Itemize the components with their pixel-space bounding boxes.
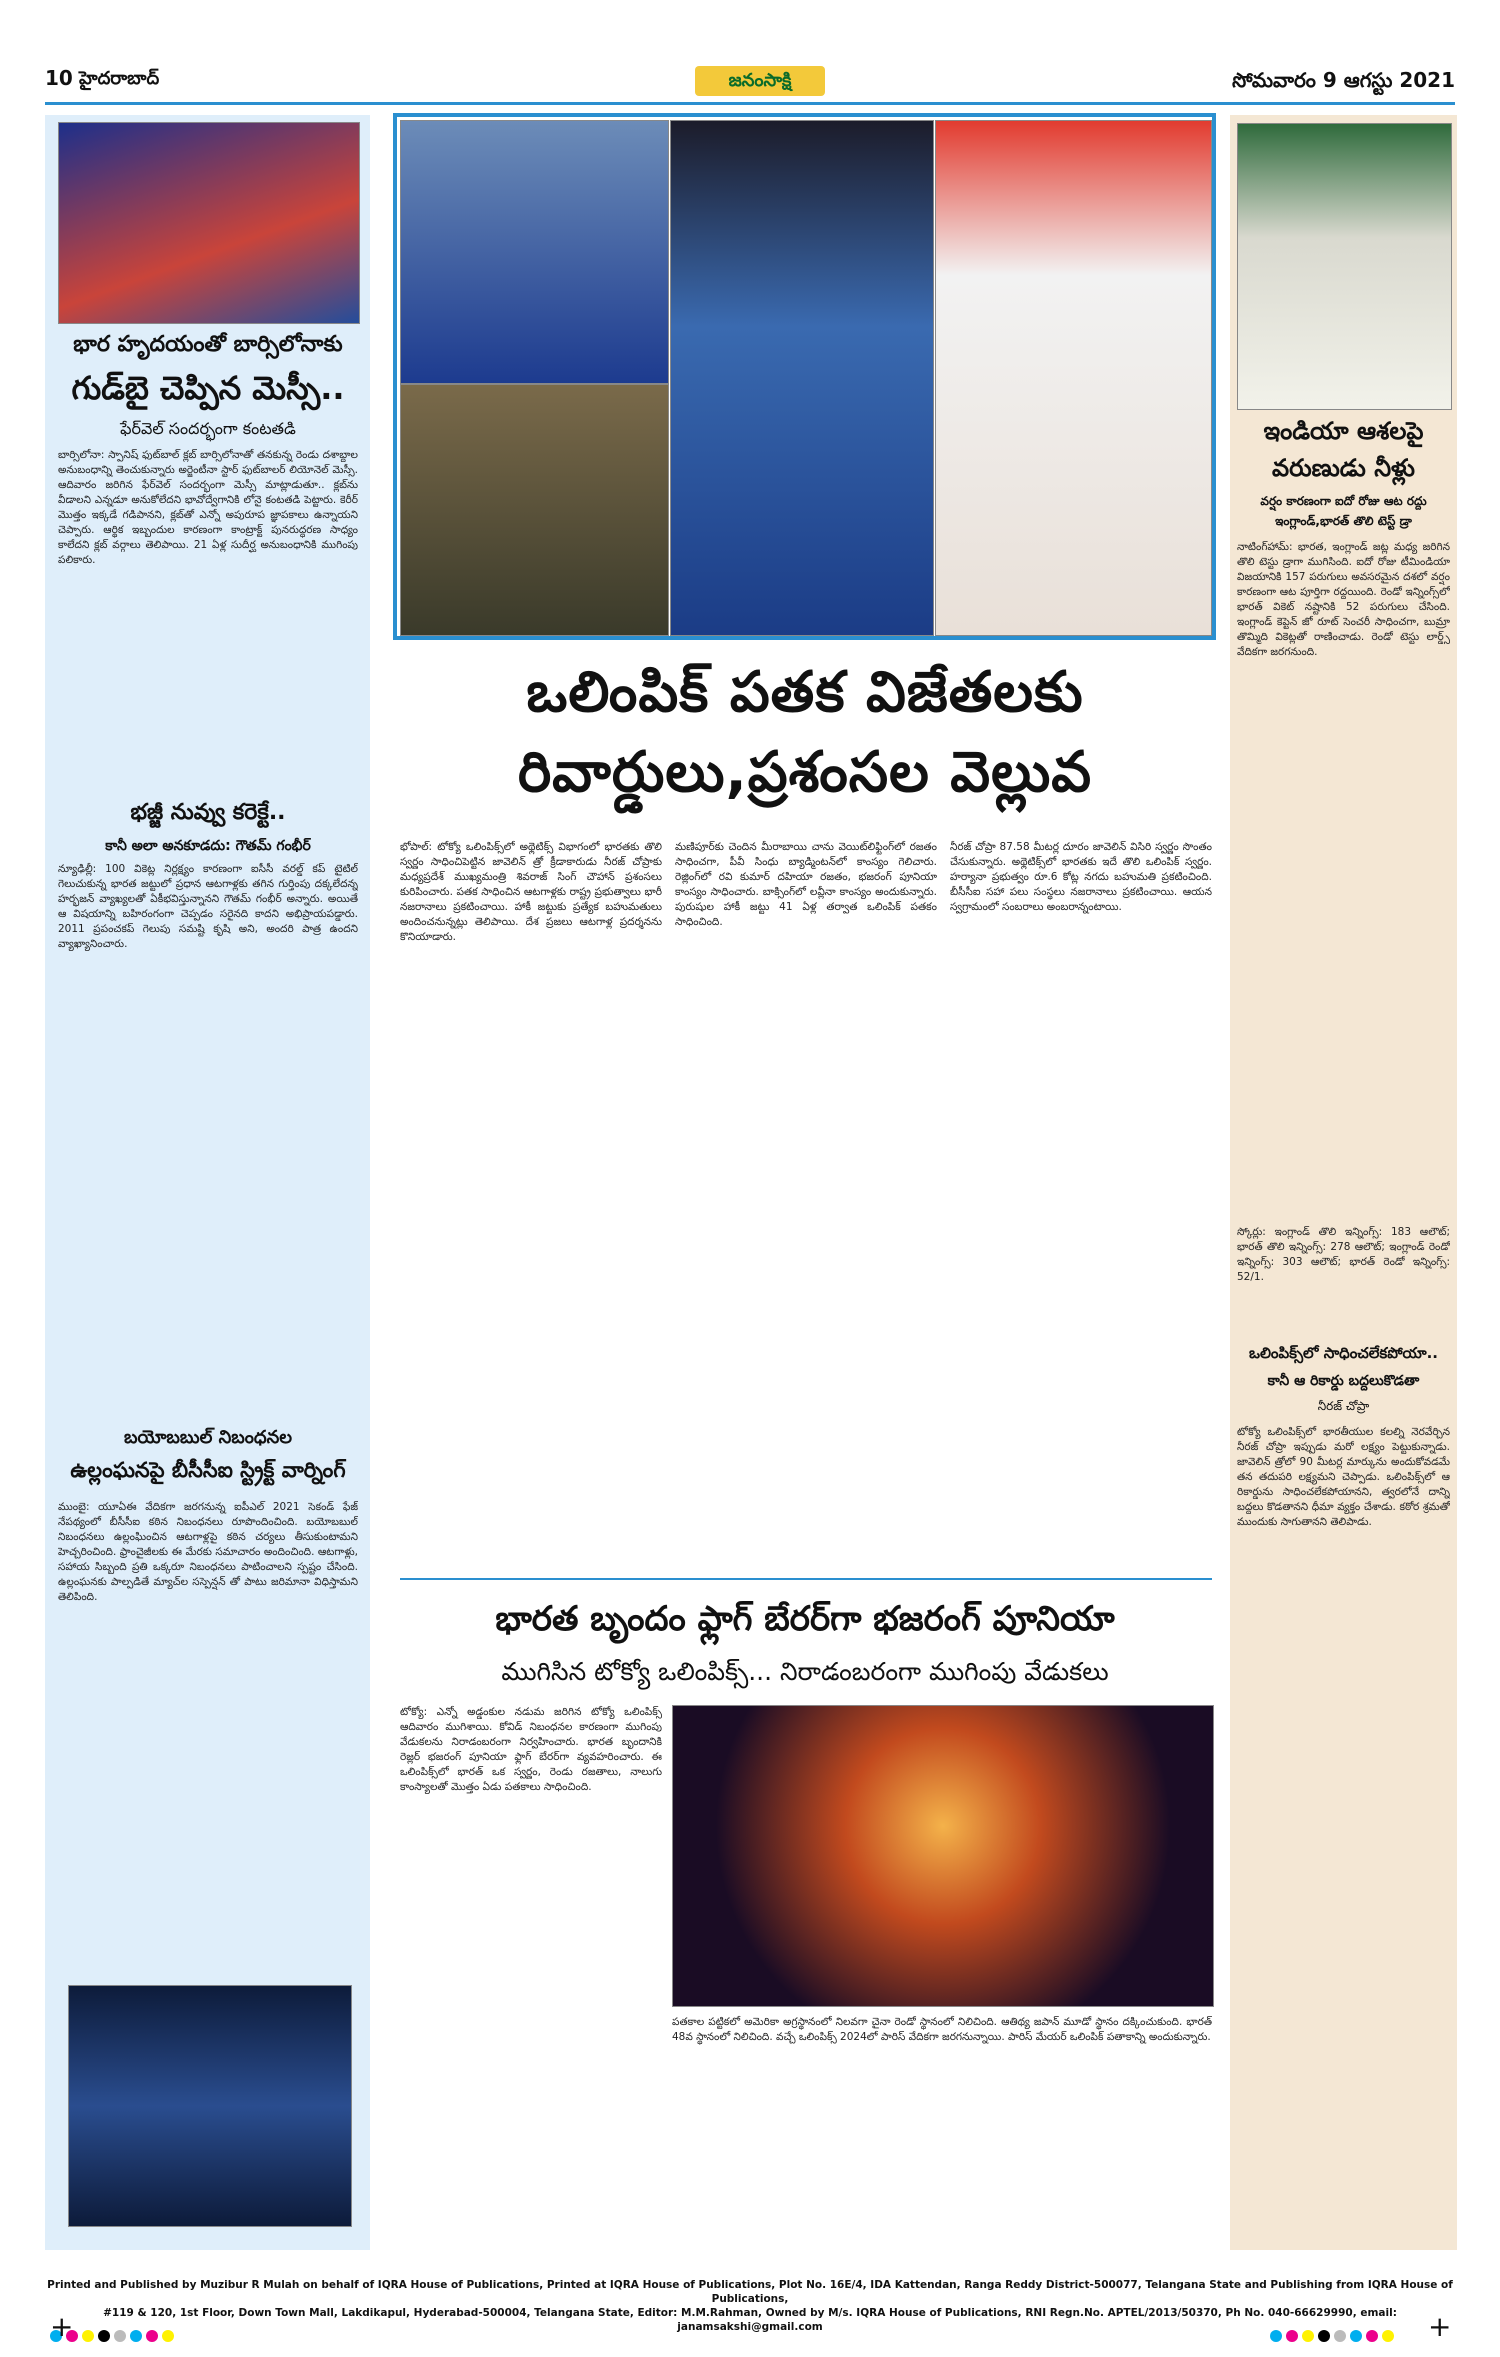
main-article-col3: నీరజ్ చోప్రా 87.58 మీటర్ల దూరం జావెలిన్ విసిరి స్వర్ణం సొంతం చేసుకున్నారు. అథ్లెటిక్స్‌లో భారతకు ఇదే తొలి ఒలింపిక్ స్వర్ణం. హర్యానా ప్రభుత్వం రూ.6 కోట్ల నగదు బహుమతి ప్రకటించింది. బీసీసీఐ సహా పలు సంస్థలు నజరానాలు ప్రకటించాయి. ఆయన స్వగ్రామంలో సంబరాలు అంబరాన్నంటాయి. bbox=[950, 841, 1212, 913]
messi-subheadline: ఫేర్‌వెల్ సందర్భంగా కంటతడి bbox=[120, 419, 296, 438]
bhajji-headline: భజ్జీ నువ్వు కరెక్టే.. bbox=[130, 800, 286, 825]
rain-headline-2: వరుణుడు నీళ్లు bbox=[1272, 454, 1415, 482]
wrestler-photo bbox=[400, 120, 669, 384]
bcci-headline-1: బయోబబుల్ నిబంధనల bbox=[123, 1427, 293, 1448]
closing-subheadline: ముగిసిన టోక్యో ఒలింపిక్స్... నిరాడంబరంగా ముగింపు వేడుకలు bbox=[501, 1657, 1109, 1686]
neeraj-record-article: టోక్యో ఒలింపిక్స్‌లో భారతీయుల కలల్ని నెరవేర్చిన నీరజ్ చోప్రా ఇప్పుడు మరో లక్ష్యం పెట్టుకున్నాడు. జావెలిన్ త్రోలో 90 మీటర్ల మార్కును అందుకోవడమే తన తదుపరి లక్ష్యమని చెప్పాడు. ఒలింపిక్స్‌లో ఆ రికార్డును సాధించలేకపోయానని, త్వరలోనే దాన్ని బద్దలు కొడతానని ధీమా వ్యక్తం చేశాడు. కఠోర శ్రమతో ముందుకు సాగుతానని తెలిపాడు. bbox=[1237, 1426, 1450, 1528]
sindhu-medal-photo bbox=[400, 384, 669, 636]
imprint-footer bbox=[30, 2278, 1470, 2334]
closing-article-col1: టోక్యో: ఎన్నో అడ్డంకుల నడుమ జరిగిన టోక్యో ఒలింపిక్స్ ఆదివారం ముగిశాయి. కోవిడ్ నిబంధనల కారణంగా ముగింపు వేడుకలను నిరాడంబరంగా నిర్వహించారు. భారత బృందానికి రెజ్లర్ భజరంగ్ పూనియా ఫ్లాగ్ బేరర్‌గా వ్యవహరించారు. ఈ ఒలింపిక్స్‌లో భారత్ ఒక స్వర్ణం, రెండు రజతాలు, నాలుగు కాంస్యాలతో మొత్తం ఏడు పతకాలు సాధించింది. bbox=[400, 1706, 662, 1793]
score-summary: స్కోర్లు: ఇంగ్లాండ్ తొలి ఇన్నింగ్స్: 183 ఆలౌట్; భారత్ తొలి ఇన్నింగ్స్: 278 ఆలౌట్; ఇంగ్లాండ్ రెండో ఇన్నింగ్స్: 303 ఆలౌట్; భారత్ రెండో ఇన్నింగ్స్: 52/1. bbox=[1237, 1226, 1450, 1283]
rain-subheadline-2: ఇంగ్లాండ్,భారత్ తొలి టెస్ట్ డ్రా bbox=[1275, 514, 1412, 528]
messi-headline-1: భార హృదయంతో బార్సిలోనాకు bbox=[73, 332, 343, 357]
masthead bbox=[45, 66, 1455, 105]
section-divider bbox=[400, 1578, 1212, 1580]
crop-mark-right: + bbox=[1428, 2310, 1452, 2343]
main-article-col1: భోపాల్: టోక్యో ఒలింపిక్స్‌లో అథ్లెటిక్స్ విభాగంలో భారతకు తొలి స్వర్ణం సాధించిపెట్టిన జావెలిన్ త్రో క్రీడాకారుడు నీరజ్ చోప్రాకు మధ్యప్రదేశ్ ముఖ్యమంత్రి శివరాజ్ సింగ్ చౌహాన్ ప్రశంసలు కురిపించారు. పతక సాధించిన ఆటగాళ్లకు రాష్ట్ర ప్రభుత్వాలు భారీ నజరానాలు ప్రకటించాయి. హాకీ జట్టుకు ప్రత్యేక బహుమతులు అందించనున్నట్లు తెలిపాయి. దేశ ప్రజలు ఆటగాళ్ల ప్రదర్శనను కొనియాడారు. bbox=[400, 841, 662, 943]
color-registration-right bbox=[1270, 2330, 1394, 2344]
messi-article: బార్సిలోనా: స్పానిష్ ఫుట్‌బాల్ క్లబ్ బార్సిలోనాతో తనకున్న రెండు దశాబ్దాల అనుబంధాన్ని తెంచుకున్నారు అర్జెంటీనా స్టార్ ఫుట్‌బాలర్ లియోనెల్ మెస్సీ. ఆదివారం జరిగిన ఫేర్‌వెల్ సందర్భంగా మెస్సీ మాట్లాడుతూ.. క్లబ్‌ను వీడాలని ఎన్నడూ అనుకోలేదని భావోద్వేగానికి లోనై కంటతడి పెట్టారు. కెరీర్ మొత్తం ఇక్కడే గడిపానని, క్లబ్‌తో ఎన్నో అపురూప జ్ఞాపకాలు ఉన్నాయని చెప్పారు. ఆర్థిక ఇబ్బందుల కారణంగా కాంట్రాక్ట్ పునరుద్ధరణ సాధ్యం కాలేదని క్లబ్ వర్గాలు తెలిపాయి. 21 ఏళ్ల సుదీర్ఘ అనుబంధానికి ముగింపు పలికారు. bbox=[58, 449, 358, 566]
main-headline-1: ఒలింపిక్ పతక విజేతలకు bbox=[526, 660, 1084, 725]
messi-photo bbox=[58, 122, 360, 324]
edition-city: హైదరాబాద్ bbox=[79, 68, 160, 89]
cricket-photo bbox=[1237, 123, 1452, 410]
bhajji-subheadline: కానీ అలా అనకూడదు: గౌతమ్ గంభీర్ bbox=[105, 838, 311, 854]
crop-mark-left: + bbox=[50, 2310, 74, 2343]
neeraj-record-subheadline: కానీ ఆ రికార్డు బద్దలుకొడతా bbox=[1267, 1373, 1420, 1389]
bcci-article: ముంబై: యూఏఈ వేదికగా జరగనున్న ఐపీఎల్ 2021 సెకండ్ ఫేజ్ నేపథ్యంలో బీసీసీఐ కఠిన నిబంధనలు రూపొందించింది. బయోబబుల్ నిబంధనలు ఉల్లంఘించిన ఆటగాళ్లపై కఠిన చర్యలు తీసుకుంటామని హెచ్చరించింది. ఫ్రాంచైజీలకు ఈ మేరకు సమాచారం అందించింది. ఆటగాళ్లు, సహాయ సిబ్బంది ప్రతి ఒక్కరూ నిబంధనలు పాటించాలని స్పష్టం చేసింది. ఉల్లంఘనకు పాల్పడితే మ్యాచ్‌ల సస్పెన్షన్ తో పాటు జరిమానా విధిస్తామని తెలిపింది. bbox=[58, 1501, 358, 1603]
issue-date: సోమవారం 9 ఆగస్టు 2021 bbox=[1232, 68, 1455, 92]
ipl-trophy-photo bbox=[68, 1985, 352, 2227]
mirabai-silver-photo bbox=[935, 120, 1212, 636]
closing-article-col2: పతకాల పట్టికలో అమెరికా అగ్రస్థానంలో నిలవగా చైనా రెండో స్థానంలో నిలిచింది. ఆతిథ్య జపాన్ మూడో స్థానం దక్కించుకుంది. భారత్ 48వ స్థానంలో నిలిచింది. వచ్చే ఒలింపిక్స్ 2024లో పారిస్ వేదికగా జరగనున్నాయి. పారిస్ మేయర్ ఒలింపిక్ పతాకాన్ని అందుకున్నారు. bbox=[672, 2016, 1212, 2043]
messi-headline-2: గుడ్‌బై చెప్పిన మెస్సీ.. bbox=[71, 369, 345, 407]
newspaper-logo: జనంసాక్షి bbox=[695, 66, 825, 96]
closing-ceremony-photo bbox=[672, 1705, 1214, 2007]
bcci-headline-2: ఉల్లంఘనపై బీసీసీఐ స్ట్రిక్ట్ వార్నింగ్ bbox=[70, 1458, 346, 1482]
main-article-col2: మణిపూర్‌కు చెందిన మీరాబాయి చాను వెయిట్‌లిఫ్టింగ్‌లో రజతం సాధించగా, పీవీ సింధు బ్యాడ్మింటన్‌లో కాంస్యం గెలిచారు. రెజ్లింగ్‌లో రవి కుమార్ దహియా రజతం, భజరంగ్ పూనియా కాంస్యం సాధించారు. బాక్సింగ్‌లో లవ్లీనా కాంస్యం అందుకున్నారు. పురుషుల హాకీ జట్టు 41 ఏళ్ల తర్వాత ఒలింపిక్ పతకం సాధించింది. bbox=[675, 841, 937, 928]
closing-headline: భారత బృందం ఫ్లాగ్ బేరర్‌గా భజరంగ్ పూనియా bbox=[495, 1599, 1115, 1639]
page-number: 10 bbox=[45, 66, 73, 90]
rain-article: నాటింగ్‌హామ్: భారత, ఇంగ్లాండ్ జట్ల మధ్య జరిగిన తొలి టెస్టు డ్రాగా ముగిసింది. ఐదో రోజు టీమిండియా విజయానికి 157 పరుగులు అవసరమైన దశలో వర్షం కారణంగా ఆట పూర్తిగా రద్దయింది. రెండో ఇన్నింగ్స్‌లో భారత్ వికెట్ నష్టానికి 52 పరుగులు చేసింది. ఇంగ్లాండ్ కెప్టెన్ జో రూట్ సెంచరీ సాధించగా, బుమ్రా తొమ్మిది వికెట్లతో రాణించాడు. రెండో టెస్టు లార్డ్స్ వేదికగా జరగనుంది. bbox=[1237, 541, 1450, 658]
imprint-line-1: Printed and Published by Muzibur R Mulah on behalf of IQRA House of Publications, Printed at IQRA House of Publications, Plot No. 16E/4, IDA Kattendan, Ranga Reddy District-500077, Telangana State and Publishing from IQRA House of Publications, bbox=[47, 2279, 1453, 2305]
rain-subheadline-1: వర్షం కారణంగా ఐదో రోజు ఆట రద్దు bbox=[1260, 494, 1427, 508]
main-headline-2: రివార్డులు,ప్రశంసల వెల్లువ bbox=[517, 740, 1093, 805]
neeraj-gold-photo bbox=[670, 120, 934, 636]
rain-headline-1: ఇండియా ఆశలపై bbox=[1263, 417, 1424, 445]
neeraj-record-headline: ఒలింపిక్స్‌లో సాధించలేకపోయా.. bbox=[1249, 1344, 1438, 1362]
imprint-line-2: #119 & 120, 1st Floor, Down Town Mall, Lakdikapul, Hyderabad-500004, Telangana State, Editor: M.M.Rahman, Owned by M/s. IQRA House of Publications, RNI Regn.No. APTEL/2013/50370, Ph No. 040-66629990, email: janamsakshi@gmail.com bbox=[103, 2307, 1397, 2333]
neeraj-record-byline: నీరజ్ చోప్రా bbox=[1317, 1399, 1370, 1413]
bhajji-article: న్యూఢిల్లీ: 100 వికెట్ల నిర్లక్ష్యం కారణంగా ఐసీసీ వరల్డ్ కప్ టైటిల్ గెలుచుకున్న భారత జట్టులో ప్రధాన ఆటగాళ్లకు తగిన గుర్తింపు దక్కలేదన్న హర్భజన్ వ్యాఖ్యలతో ఏకీభవిస్తున్నానని గౌతమ్ గంభీర్ అన్నారు. అయితే ఆ విషయాన్ని బహిరంగంగా చెప్పడం సరైనది కాదని అభిప్రాయపడ్డారు. 2011 ప్రపంచకప్ గెలుపు సమష్టి కృషి అని, అందరి పాత్ర ఉందని వ్యాఖ్యానించారు. bbox=[58, 863, 358, 950]
